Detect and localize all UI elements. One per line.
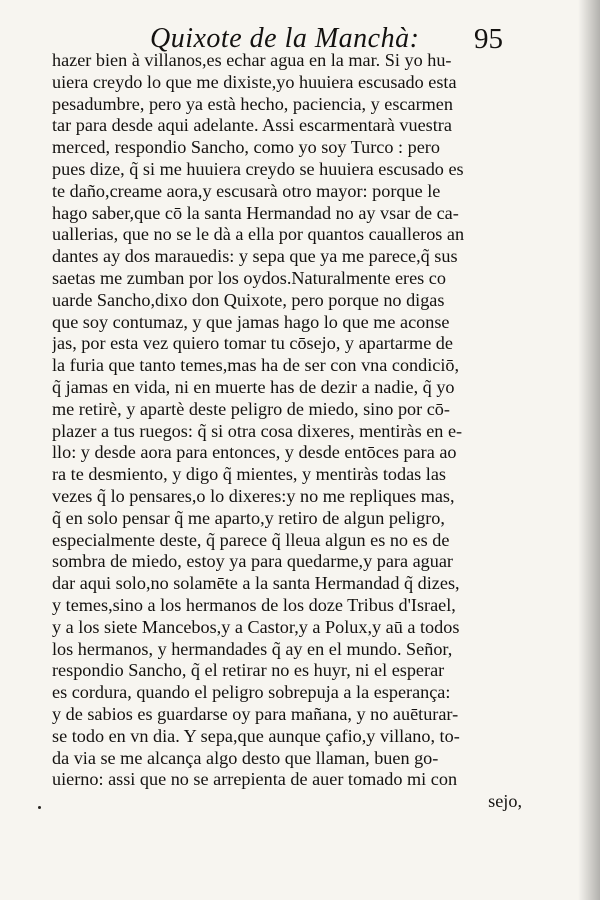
- text-line: vezes q̃ lo pensares,o lo dixeres:y no me repliques mas,: [52, 485, 455, 506]
- text-line: plazer a tus ruegos: q̃ si otra cosa dixeres, mentiràs en e-: [52, 420, 463, 441]
- text-line: llo: y desde aora para entonces, y desde entōces para ao: [52, 442, 457, 463]
- text-line: es cordura, quando el peligro sobrepuja a la esperança:: [52, 682, 451, 703]
- text-line: hazer bien à villanos,es echar agua en la mar. Si yo hu-: [52, 50, 452, 70]
- text-line: uallerias, que no se le dà a ella por quantos caualleros an: [52, 224, 465, 245]
- text-line: sombra de miedo, estoy ya para quedarme,y para aguar: [52, 551, 453, 572]
- text-line: la furia que tanto temes,mas ha de ser con vna condiciō,: [52, 355, 460, 376]
- text-line: dar aqui solo,no solamēte a la santa Hermandad q̃ dizes,: [52, 573, 460, 594]
- ink-speck: [38, 806, 41, 809]
- text-line: saetas me zumban por los oydos.Naturalmente eres co: [52, 267, 446, 288]
- text-line: me retirè, y apartè deste peligro de miedo, sino por cō-: [52, 398, 450, 419]
- text-line: tar para desde aqui adelante. Assi escarmentarà vuestra: [52, 115, 452, 136]
- text-line: uierno: assi que no se arrepienta de auer tomado mi con: [52, 769, 458, 790]
- body-text: [52, 50, 522, 813]
- catchword: sejo,: [488, 791, 522, 812]
- page-edge-shadow: [578, 0, 600, 900]
- text-line: jas, por esta vez quiero tomar tu cōsejo, y apartarme de: [52, 333, 453, 354]
- text-line: y a los siete Mancebos,y a Castor,y a Polux,y aū a todos: [52, 616, 460, 637]
- text-line: dantes ay dos marauedis: y sepa que ya me parece,q̃ sus: [52, 246, 458, 267]
- text-line: especialmente deste, q̃ parece q̃ lleua algun es no es de: [52, 529, 450, 550]
- text-line: y temes,sino a los hermanos de los doze Tribus d'Israel,: [52, 594, 456, 615]
- text-line: da via se me alcança algo desto que llaman, buen go-: [52, 747, 439, 768]
- text-line: uiera creydo lo que me dixiste,yo huuiera escusado esta: [52, 71, 457, 92]
- text-line: uarde Sancho,dixo don Quixote, pero porque no digas: [52, 289, 445, 310]
- running-title: Quixote de la Manchà:: [150, 23, 420, 54]
- text-line: pesadumbre, pero ya està hecho, paciencia, y escarmen: [52, 93, 453, 114]
- text-line: los hermanos, y hermandades q̃ ay en el mundo. Señor,: [52, 638, 453, 659]
- page-number: 95: [474, 23, 503, 55]
- text-line: respondio Sancho, q̃ el retirar no es huyr, ni el esperar: [52, 660, 445, 681]
- text-line: hago saber,que cō la santa Hermandad no ay vsar de ca-: [52, 202, 459, 223]
- text-line: que soy contumaz, y que jamas hago lo que me aconse: [52, 311, 450, 332]
- text-line: y de sabios es guardarse oy para mañana, y no auēturar-: [52, 703, 459, 724]
- text-line: ra te desmiento, y digo q̃ mientes, y mentiràs todas las: [52, 464, 446, 485]
- text-line: q̃ jamas en vida, ni en muerte has de dezir a nadie, q̃ yo: [52, 376, 455, 397]
- text-line: te daño,creame aora,y escusarà otro mayor: porque le: [52, 180, 441, 201]
- text-line: se todo en vn dia. Y sepa,que aunque çafio,y villano, to-: [52, 725, 460, 746]
- text-line: q̃ en solo pensar q̃ me aparto,y retiro de algun peligro,: [52, 507, 445, 528]
- text-line: pues dize, q̃ si me huuiera creydo se huuiera escusado es: [52, 158, 464, 179]
- text-line: merced, respondio Sancho, como yo soy Turco : pero: [52, 137, 440, 158]
